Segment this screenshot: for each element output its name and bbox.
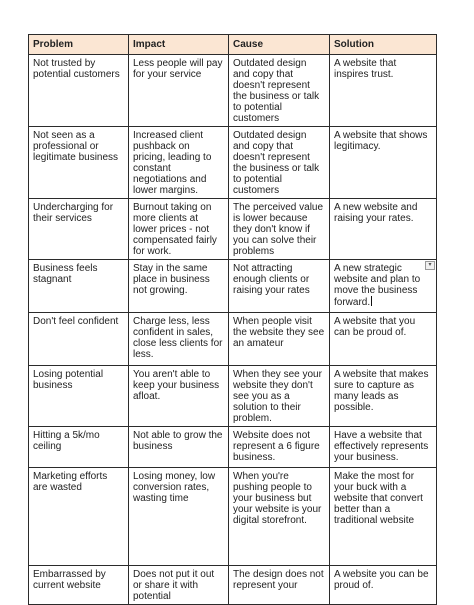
cell-cause[interactable]: When people visit the website they see an amateur [229, 313, 330, 366]
cell-problem[interactable]: Not trusted by potential customers [29, 55, 129, 127]
cell-solution[interactable]: A website that inspires trust. [330, 55, 437, 127]
cell-cause[interactable]: Outdated design and copy that doesn't represent the business or talk to potential customers [229, 127, 330, 199]
cell-solution[interactable]: A website that shows legitimacy. [330, 127, 437, 199]
cell-impact[interactable]: Increased client pushback on pricing, leading to constant negotiations and lower margins. [129, 127, 229, 199]
spreadsheet [28, 34, 436, 605]
cell-problem[interactable]: Losing potential business [29, 366, 129, 427]
cell-cause[interactable]: Outdated design and copy that doesn't represent the business or talk to potential customers [229, 55, 330, 127]
cell-solution[interactable]: A new website and raising your rates. [330, 199, 437, 260]
cell-impact[interactable]: Not able to grow the business [129, 427, 229, 468]
cell-problem[interactable]: Undercharging for their services [29, 199, 129, 260]
header-problem[interactable]: Problem [29, 35, 129, 55]
cell-solution[interactable]: A website you can be proud of. [330, 566, 437, 605]
table-row [29, 260, 437, 313]
cell-cause[interactable]: Website does not represent a 6 figure business. [229, 427, 330, 468]
cell-cause[interactable]: The design does not represent your [229, 566, 330, 605]
problem-solution-table [28, 34, 437, 605]
cell-dropdown-icon[interactable]: ▾ [425, 261, 435, 270]
cell-solution[interactable]: A website that you can be proud of. [330, 313, 437, 366]
cell-impact[interactable]: Stay in the same place in business not growing. [129, 260, 229, 313]
cell-solution[interactable]: Make the most for your buck with a website that convert better than a traditional website [330, 468, 437, 566]
table-row [29, 55, 437, 127]
table-row [29, 366, 437, 427]
cell-problem[interactable]: Business feels stagnant [29, 260, 129, 313]
cell-cause[interactable]: When they see your website they don't see you as a solution to their problem. [229, 366, 330, 427]
table-row [29, 427, 437, 468]
selected-cell-editor[interactable] [334, 263, 432, 308]
cell-impact[interactable]: Charge less, less confident in sales, close less clients for less. [129, 313, 229, 366]
table-row [29, 313, 437, 366]
cell-solution[interactable]: A website that makes sure to capture as many leads as possible. [330, 366, 437, 427]
cell-problem[interactable]: Not seen as a professional or legitimate business [29, 127, 129, 199]
cell-cause[interactable]: When you're pushing people to your business but your website is your digital storefront. [229, 468, 330, 566]
cell-impact[interactable]: Burnout taking on more clients at lower prices - not compensated fairly for work. [129, 199, 229, 260]
cell-impact[interactable]: Less people will pay for your service [129, 55, 229, 127]
cell-problem[interactable]: Hitting a 5k/mo ceiling [29, 427, 129, 468]
table-row [29, 199, 437, 260]
cell-problem[interactable]: Embarrassed by current website [29, 566, 129, 605]
cell-impact[interactable]: Does not put it out or share it with potential [129, 566, 229, 605]
header-row [29, 35, 437, 55]
header-solution[interactable]: Solution [330, 35, 437, 55]
header-cause[interactable]: Cause [229, 35, 330, 55]
cell-impact[interactable]: You aren't able to keep your business afloat. [129, 366, 229, 427]
cell-impact[interactable]: Losing money, low conversion rates, wasting time [129, 468, 229, 566]
table-row [29, 468, 437, 566]
table-row [29, 566, 437, 605]
header-impact[interactable]: Impact [129, 35, 229, 55]
cell-problem[interactable]: Don't feel confident [29, 313, 129, 366]
cell-problem[interactable]: Marketing efforts are wasted [29, 468, 129, 566]
cell-solution-selected[interactable] [330, 260, 437, 313]
cell-solution[interactable]: Have a website that effectively represents your business. [330, 427, 437, 468]
text-cursor [371, 296, 372, 306]
table-row [29, 127, 437, 199]
cell-solution-text: A new strategic website and plan to move the business forward. [334, 263, 421, 308]
cell-cause[interactable]: The perceived value is lower because they don't know if you can solve their problems [229, 199, 330, 260]
cell-cause[interactable]: Not attracting enough clients or raising your rates [229, 260, 330, 313]
